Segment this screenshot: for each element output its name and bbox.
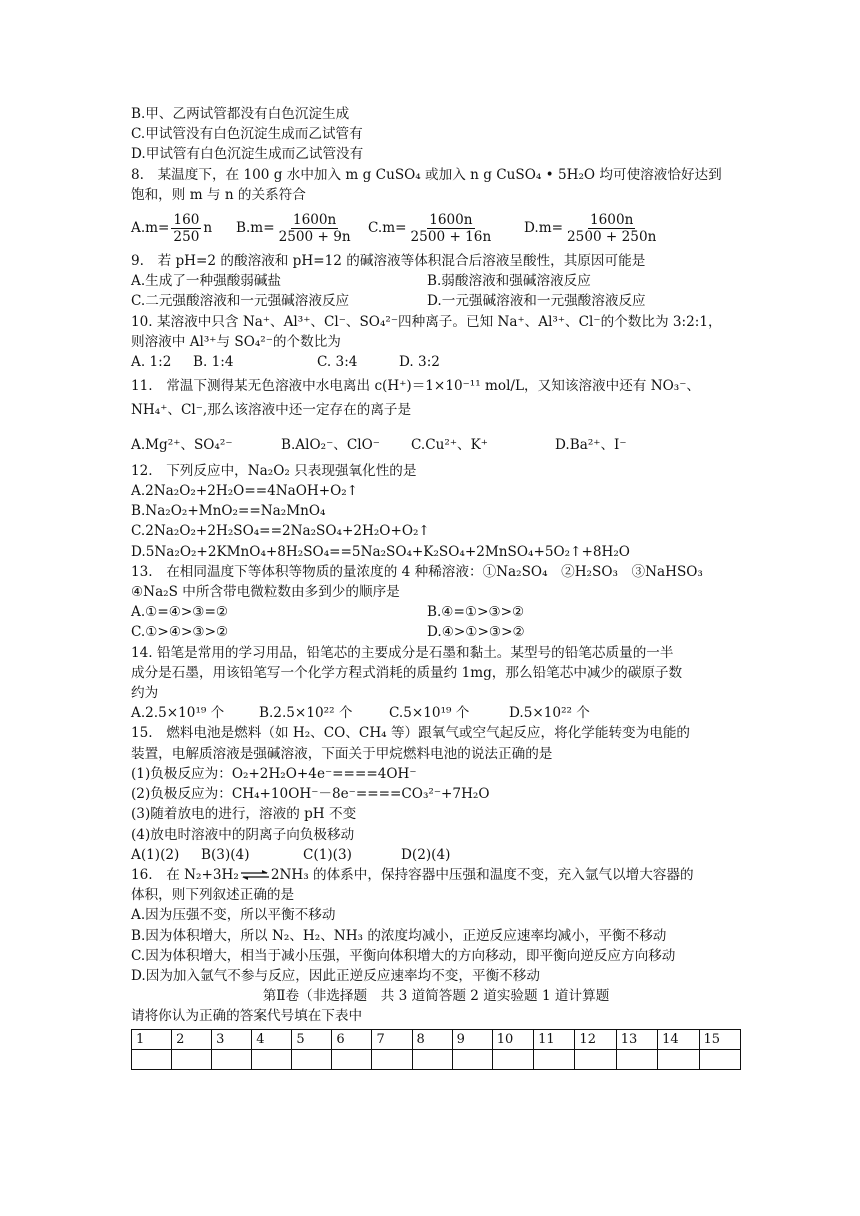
q10-option-d: D. 3:2 [399,354,440,371]
q12-option-a: A.2Na₂O₂+2H₂O==4NaOH+O₂↑ [131,483,359,500]
answer-cell[interactable] [452,1049,492,1069]
question-number: 3 [212,1029,252,1049]
q15-statement-2: (2)负极反应为：CH₄+10OH⁻－8e⁻====CO₃²⁻+7H₂O [131,786,490,803]
answer-cell[interactable] [132,1049,172,1069]
q14-option-a: A.2.5×10¹⁹ 个 [131,705,225,722]
question-number: 12 [575,1029,616,1049]
answer-cell[interactable] [699,1049,741,1069]
q15-option-c: C(1)(3) [303,846,352,863]
q13-stem-line1: 13. 在相同温度下等体积等物质的量浓度的 4 种稀溶液：①Na₂SO₄ ②H₂SO₃ ③NaHSO₃ [131,563,703,580]
answer-table-header-row [132,1029,741,1049]
q10-options [131,352,741,372]
question-number: 5 [292,1029,332,1049]
question-number: 10 [492,1029,533,1049]
q13-option-a: A.①=④>③=② [131,604,229,621]
q15-stem-line2: 装置，电解质溶液是强碱溶液，下面关于甲烷燃料电池的说法正确的是 [131,745,553,762]
q10-stem-line2: 则溶液中 Al³⁺与 SO₄²⁻的个数比为 [131,333,341,350]
q10-stem-line1: 10. 某溶液中只含 Na⁺、Al³⁺、Cl⁻、SO₄²⁻四种离子。已知 Na⁺、Al³⁺、Cl⁻的个数比为 3:2:1， [131,313,722,330]
q14-stem-line2: 成分是石墨，用该铅笔写一个化学方程式消耗的质量约 1mg，那么铅笔芯中减少的碳原子数 [131,664,683,681]
q14-option-c: C.5×10¹⁹ 个 [389,705,470,722]
q11-option-c: C.Cu²⁺、K⁺ [411,436,488,453]
question-number: 11 [534,1029,575,1049]
answer-cell[interactable] [332,1049,372,1069]
q8-option-c: C.m= $\frac{1600n}{2500 + 16n}$ [368,211,492,245]
q13-option-b: B.④=①>③>② [427,604,525,621]
q8-options [131,205,741,251]
q7-option-b: B.甲、乙两试管都没有白色沉淀生成 [131,106,350,122]
q16-stem-line2: 体积，则下列叙述正确的是 [131,887,295,904]
question-number: 9 [452,1029,492,1049]
q11-option-d: D.Ba²⁺、I⁻ [555,436,627,453]
answer-cell[interactable] [534,1049,575,1069]
q10-option-b: B. 1:4 [193,354,234,371]
q12-option-d: D.5Na₂O₂+2KMnO₄+8H₂SO₄==5Na₂SO₄+K₂SO₄+2MnSO₄+5O₂↑+8H₂O [131,543,630,560]
fraction: $\frac{1600n}{2500 + 9n}$ [278,211,351,245]
question-number: 8 [412,1029,452,1049]
answer-table [131,1029,741,1070]
question-number: 7 [372,1029,412,1049]
q12-option-c: C.2Na₂O₂+2H₂SO₄==2Na₂SO₄+2H₂O+O₂↑ [131,523,430,540]
exam-page [131,104,741,1070]
q14-options [131,703,741,723]
q8-stem-line1: 8. 某温度下，在 100 g 水中加入 m g CuSO₄ 或加入 n g CuSO₄ • 5H₂O 均可使溶液恰好达到 [131,166,722,183]
q9-option-c: C.二元强酸溶液和一元强碱溶液反应 [131,293,350,310]
q13-option-d: D.④>①>③>② [427,624,525,641]
q13-options-row1 [131,602,741,622]
q14-option-d: D.5×10²² 个 [509,705,590,722]
answer-cell[interactable] [492,1049,533,1069]
answer-cell[interactable] [372,1049,412,1069]
fraction: $\frac{1600n}{2500 + 250n}$ [567,211,657,245]
q13-option-c: C.①>④>③>② [131,624,229,641]
q15-option-b: B(3)(4) [201,846,250,863]
question-number: 4 [252,1029,292,1049]
q16-option-c: C.因为体积增大，相当于减小压强，平衡向体积增大的方向移动，即平衡向逆反应方向移动 [131,947,676,964]
q8-option-d: D.m= $\frac{1600n}{2500 + 250n}$ [524,211,657,245]
answer-cell[interactable] [616,1049,657,1069]
q11-options [131,435,741,455]
q8-stem-line2: 饱和，则 m 与 n 的关系符合 [131,186,306,203]
q7-option-d: D.甲试管有白色沉淀生成而乙试管没有 [131,146,364,163]
q15-option-d: D(2)(4) [401,846,451,863]
q10-option-a: A. 1:2 [131,354,172,371]
q12-stem: 12. 下列反应中，Na₂O₂ 只表现强氧化性的是 [131,462,417,479]
q14-option-b: B.2.5×10²² 个 [259,705,353,722]
q8-option-b: B.m= $\frac{1600n}{2500 + 9n}$ [236,211,351,245]
q9-option-b: B.弱酸溶液和强碱溶液反应 [427,273,591,290]
answer-cell[interactable] [658,1049,699,1069]
q9-option-a: A.生成了一种强酸弱碱盐 [131,273,282,290]
q8-option-a: A.m= $\frac{160}{250}$ n [131,211,213,245]
q11-option-b: B.AlO₂⁻、ClO⁻ [281,436,380,453]
q13-stem-line2: ④Na₂S 中所含带电微粒数由多到少的顺序是 [131,584,400,601]
q9-options-row1 [131,271,741,291]
q11-stem-line2: NH₄⁺、Cl⁻,那么该溶液中还一定存在的离子是 [131,402,412,419]
fill-instruction: 请将你认为正确的答案代号填在下表中 [131,1008,363,1025]
answer-cell[interactable] [292,1049,332,1069]
q16-option-d: D.因为加入氩气不参与反应，因此正逆反应速率均不变，平衡不移动 [131,967,540,984]
question-number: 15 [699,1029,741,1049]
q15-stem-line1: 15. 燃料电池是燃料（如 H₂、CO、CH₄ 等）跟氧气或空气起反应，将化学能转变为电能的 [131,725,691,742]
q9-option-d: D.一元强碱溶液和一元强酸溶液反应 [427,293,646,310]
q11-option-a: A.Mg²⁺、SO₄²⁻ [131,436,233,453]
question-number: 6 [332,1029,372,1049]
q9-stem: 9. 若 pH=2 的酸溶液和 pH=12 的碱溶液等体积混合后溶液呈酸性，其原因可能是 [131,253,646,270]
q14-stem-line1: 14. 铅笔是常用的学习用品，铅笔芯的主要成分是石墨和黏土。某型号的铅笔芯质量的一半 [131,644,674,661]
q15-statement-1: (1)负极反应为：O₂+2H₂O+4e⁻====4OH⁻ [131,765,417,782]
q16-stem-line1: 16. 在 N₂+3H₂ 2NH₃ 的体系中，保持容器中压强和温度不变，充入氩气以增大容器的 [131,866,694,883]
q15-statement-4: (4)放电时溶液中的阴离子向负极移动 [131,826,355,843]
q16-option-a: A.因为压强不变，所以平衡不移动 [131,907,336,924]
question-number: 2 [172,1029,212,1049]
q13-options-row2 [131,622,741,642]
fraction: $\frac{1600n}{2500 + 16n}$ [410,211,492,245]
answer-cell[interactable] [575,1049,616,1069]
answer-cell[interactable] [412,1049,452,1069]
q12-option-b: B.Na₂O₂+MnO₂==Na₂MnO₄ [131,503,326,520]
question-number: 1 [132,1029,172,1049]
q16-option-b: B.因为体积增大，所以 N₂、H₂、NH₃ 的浓度均减小，正逆反应速率均减小，平衡不移动 [131,927,667,944]
part2-title: 第Ⅱ卷（非选择题 共 3 道简答题 2 道实验题 1 道计算题 [262,988,610,1005]
answer-cell[interactable] [252,1049,292,1069]
q15-options [131,845,741,865]
answer-cell[interactable] [212,1049,252,1069]
q11-stem-line1: 11. 常温下测得某无色溶液中水电离出 c(H⁺)＝1×10⁻¹¹ mol/L，又知该溶液中还有 NO₃⁻、 [131,378,700,395]
answer-table-input-row [132,1049,741,1069]
q15-statement-3: (3)随着放电的进行，溶液的 pH 不变 [131,806,357,823]
equilibrium-arrow-icon [240,870,270,880]
q14-stem-line3: 约为 [131,685,159,702]
q15-option-a: A(1)(2) [131,846,180,863]
question-number: 13 [616,1029,657,1049]
q10-option-c: C. 3:4 [317,354,358,371]
q9-options-row2 [131,291,741,311]
answer-cell[interactable] [172,1049,212,1069]
fraction: $\frac{160}{250}$ [173,211,200,245]
q7-option-c: C.甲试管没有白色沉淀生成而乙试管有 [131,126,363,143]
question-number: 14 [658,1029,699,1049]
